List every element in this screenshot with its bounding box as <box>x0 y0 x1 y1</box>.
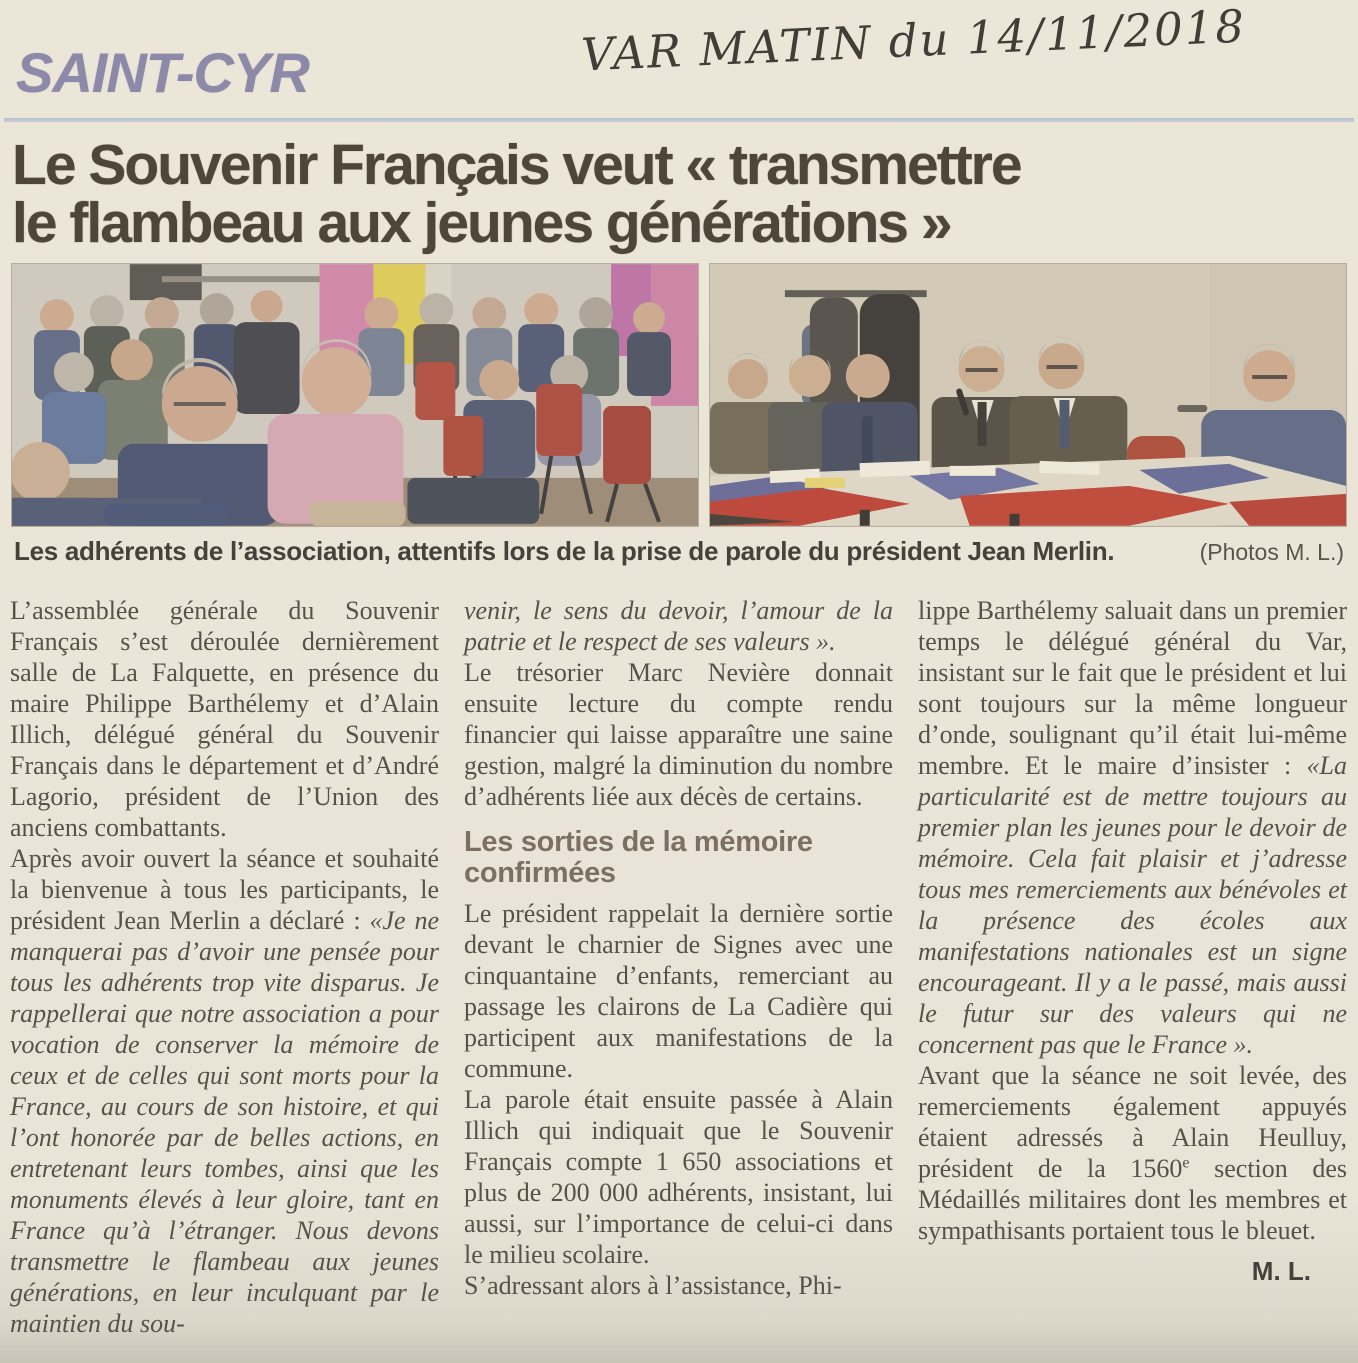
paragraph: Le trésorier Marc Nevière donnait ensuite lecture du compte rendu financier qui laisse apparaître une saine gestion, malgré la diminution du nombre d’adhérents liée aux décès de certains. <box>464 658 893 812</box>
paragraph: Avant que la séance ne soit levée, des remerciements également appuyés étaient adressés à Alain Heulluy, président de la 1560e section des Médaillés militaires dont les membres et sympathisants portaient tous le bleuet. <box>918 1061 1348 1246</box>
headline-line-1: Le Souvenir Français veut « transmettre <box>12 133 1021 197</box>
photo-credit: (Photos M. L.) <box>1199 539 1344 566</box>
paragraph: venir, le sens du devoir, l’amour de la patrie et le respect de ses valeurs ». <box>464 596 893 657</box>
section-rule <box>4 118 1354 122</box>
caption-row <box>14 536 1344 567</box>
masthead <box>0 0 1358 118</box>
article-body <box>10 595 1348 1339</box>
headline <box>12 133 1346 256</box>
headline-line-2: le flambeau aux jeunes générations » <box>12 191 951 256</box>
paragraph: L’assemblée générale du Souvenir Français s’est déroulée dernièrement salle de La Falquette, en présence du maire Philippe Barthélemy et d’Alain Illich, délégué général du Souvenir Français dans le département et d’André Lagorio, président de l’Union des anciens combattants. <box>10 596 439 843</box>
article-column-2 <box>464 595 893 1339</box>
article-column-1 <box>10 595 439 1339</box>
paragraph: S’adressant alors à l’assistance, Phi- <box>464 1271 842 1301</box>
signature: M. L. <box>1251 1256 1311 1287</box>
photo-row <box>12 264 1346 526</box>
section-label: SAINT-CYR <box>16 41 309 104</box>
photo-head-table <box>710 264 1346 526</box>
paragraph: Après avoir ouvert la séance et souhaité la bienvenue à tous les participants, le président Jean Merlin a déclaré : «Je ne manquerai pas d’avoir une pensée pour tous les adhérents trop vite disparus. Je rappellerai que notre association a pour vocation de conserver la mémoire de ceux et de celles qui sont morts pour la France, au cours de son histoire, et qui l’ont honorée par de belles actions, en entretenant leurs tombes, ainsi que les monuments élevés à leur gloire, tant en France qu’à l’étranger. Nous devons transmettre le flambeau aux jeunes générations, en leur inculquant par le maintien du sou- <box>10 844 439 1339</box>
paragraph: La parole était ensuite passée à Alain Illich qui indiquait que le Souvenir Français compte 1 650 associations et plus de 200 000 adhérents, insistant, lui aussi, sur l’importance de celui-ci dans le milieu scolaire. <box>464 1085 893 1270</box>
paragraph: Le président rappelait la dernière sortie devant le charnier de Signes avec une cinquantaine d’enfants, remerciant au passage les clairons de La Cadière qui participent aux manifestations de la commune. <box>464 899 893 1084</box>
article-column-3 <box>918 595 1347 1339</box>
handwritten-date: VAR MATIN du 14/11/2018 <box>579 0 1247 82</box>
subheading: Les sorties de la mémoire confirmées <box>464 826 813 890</box>
photo-audience <box>12 264 698 526</box>
paragraph: lippe Barthélemy saluait dans un premier temps le délégué général du Var, insistant sur le fait que le président et lui sont toujours sur la même longueur d’onde, soulignant qu’il était lui-même membre. Et le maire d’insister : «La particularité est de mettre toujours au premier plan les jeunes pour le devoir de mémoire. Cela fait plaisir et j’adresse tous mes remerciements aux bénévoles et la présence des écoles aux manifestations nationales est un signe encourageant. Il y a le passé, mais aussi le futur sur des valeurs qui ne concernent pas que le France ». <box>918 596 1347 1060</box>
photo-caption: Les adhérents de l’association, attentifs lors de la prise de parole du président Jean Merlin. <box>14 536 1115 567</box>
